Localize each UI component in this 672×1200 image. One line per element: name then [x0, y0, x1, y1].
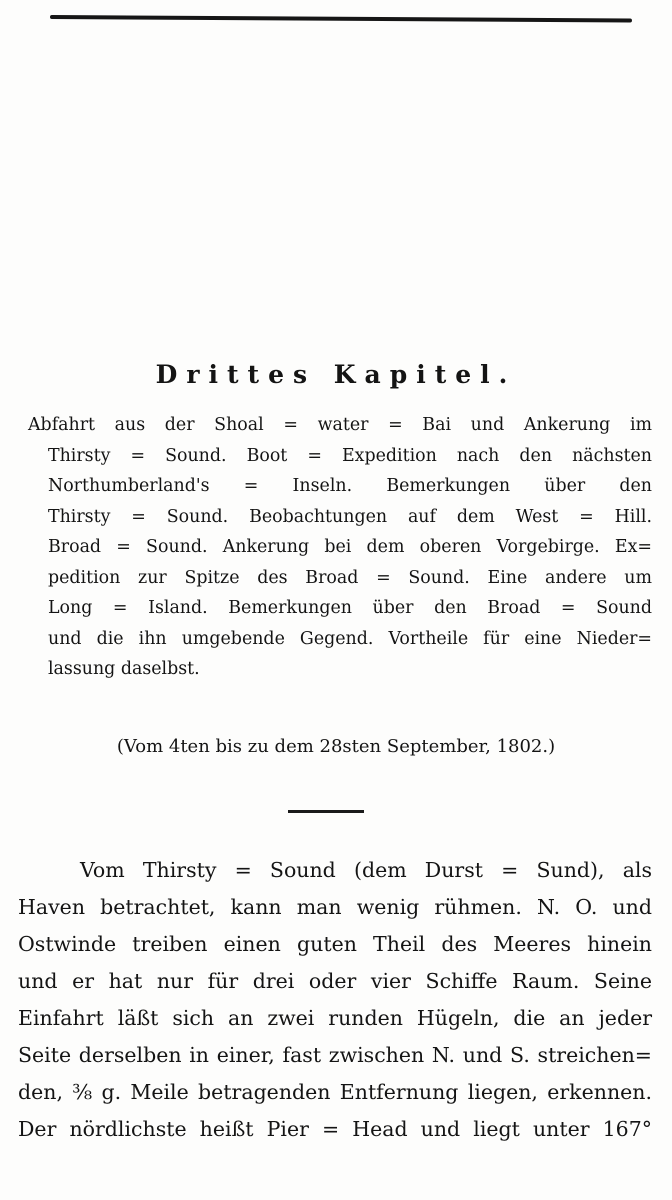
summary-line: Thirsty = Sound. Beobachtungen auf dem West = Hill.: [48, 506, 652, 527]
summary-line: Thirsty = Sound. Boot = Expedition nach den nächsten: [48, 445, 652, 466]
summary-line: lassung daselbst.: [48, 659, 200, 679]
body-line: Ostwinde treiben einen guten Theil des Meeres hinein: [18, 932, 652, 956]
date-range: (Vom 4ten bis zu dem 28sten September, 1802.): [116, 736, 556, 757]
body-line: Der nördlichste heißt Pier = Head und liegt unter 167°: [18, 1117, 652, 1141]
summary-line: Long = Island. Bemerkungen über den Broad = Sound: [48, 598, 652, 618]
body-line: und er hat nur für drei oder vier Schiffe Raum. Seine: [18, 969, 652, 993]
body-line: den, ⅜ g. Meile betragenden Entfernung liegen, erkennen.: [18, 1080, 652, 1104]
summary-line: pedition zur Spitze des Broad = Sound. Eine andere um: [48, 567, 652, 588]
body-line: Einfahrt läßt sich an zwei runden Hügeln, die an jeder: [18, 1006, 652, 1030]
header-rule: [50, 15, 632, 23]
section-divider: [288, 810, 364, 813]
body-paragraph: [18, 852, 652, 1148]
body-line: Vom Thirsty = Sound (dem Durst = Sund), als: [80, 858, 652, 882]
summary-line: Abfahrt aus der Shoal = water = Bai und Ankerung im: [28, 415, 652, 435]
body-line: Haven betrachtet, kann man wenig rühmen. N. O. und: [18, 895, 652, 919]
summary-line: Broad = Sound. Ankerung bei dem oberen Vorgebirge. Ex=: [48, 537, 652, 557]
chapter-title: Drittes Kapitel.: [155, 360, 517, 389]
summary-line: Northumberland's = Inseln. Bemerkungen über den: [48, 476, 652, 496]
chapter-summary: [28, 410, 652, 685]
body-line: Seite derselben in einer, fast zwischen N. und S. streichen=: [18, 1043, 652, 1067]
summary-line: und die ihn umgebende Gegend. Vortheile für eine Nieder=: [48, 628, 652, 649]
